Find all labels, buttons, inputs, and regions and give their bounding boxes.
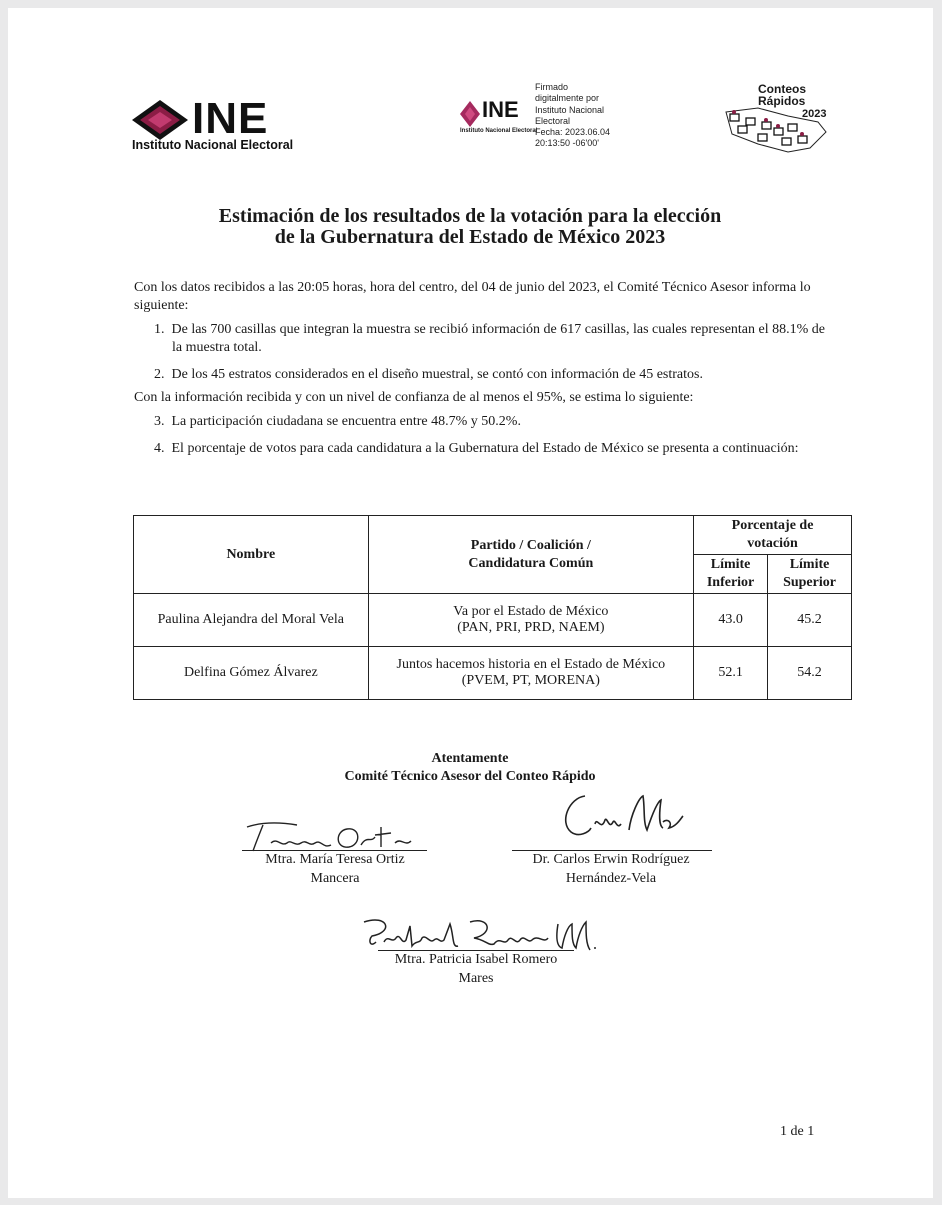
ine-diamond-icon: [132, 100, 188, 140]
ine-small-diamond-icon: [460, 101, 480, 127]
stamp-line: Instituto Nacional: [535, 104, 605, 115]
small-logo-text: INE: [482, 97, 519, 122]
party-line: (PAN, PRI, PRD, NAEM): [457, 620, 605, 635]
header-nombre: Nombre: [134, 516, 369, 594]
list-item: 3. La participación ciudadana se encuentra entre 48.7% y 50.2%.: [154, 414, 521, 429]
small-logo-subtitle: Instituto Nacional Electoral: [460, 128, 538, 134]
signatory-name: Mtra. María Teresa Ortiz: [265, 852, 405, 867]
signatory-name: Dr. Carlos Erwin Rodríguez: [532, 852, 690, 867]
upper-limit: 54.2: [768, 647, 852, 700]
conteos-rapidos-logo: [718, 82, 838, 162]
signatory-romero: [376, 950, 576, 988]
ine-logo-subtitle: Instituto Nacional Electoral: [132, 138, 294, 152]
lower-limit: 52.1: [694, 647, 768, 700]
stamp-line: Firmado: [535, 82, 569, 92]
header-limite-superior: [768, 555, 852, 594]
ine-logo-text: INE: [192, 94, 269, 143]
header-limite-line: Límite: [789, 557, 830, 572]
party-line: Juntos hacemos historia en el Estado de México: [396, 657, 666, 672]
header-partido-line: Candidatura Común: [468, 555, 594, 571]
signatory-ortiz: [240, 850, 430, 888]
signature-rodriguez-handwriting: [555, 788, 685, 848]
lower-limit: 43.0: [694, 594, 768, 647]
conteos-year: 2023: [802, 108, 827, 120]
document-title: [150, 206, 790, 248]
results-table: [133, 515, 852, 700]
signature-ortiz-handwriting: [235, 815, 425, 855]
upper-limit: 45.2: [768, 594, 852, 647]
conteos-title: Conteos: [758, 82, 806, 96]
closing-salutation: Atentamente: [431, 751, 509, 766]
list-item: 1. De las 700 casillas que integran la muestra se recibió información de 617 casillas, las cuales representan el 88.1% de la muestra total.: [154, 322, 825, 355]
header-porcentaje: [694, 516, 852, 555]
header-partido: [368, 516, 693, 594]
ine-logo: [132, 94, 312, 156]
header-limite-line: Límite: [710, 557, 751, 572]
title-line-2: de la Gubernatura del Estado de México 2023: [274, 226, 666, 248]
signatory-name: Mtra. Patricia Isabel Romero: [394, 952, 558, 967]
header-partido-line: Partido / Coalición /: [470, 537, 591, 553]
ballot-boxes-icon: [718, 82, 838, 162]
signatory-surname: Mares: [458, 971, 494, 986]
header-limite-line: Inferior: [706, 575, 755, 590]
table-row: [134, 594, 852, 647]
signatory-surname: Hernández-Vela: [565, 871, 657, 886]
closing-committee: Comité Técnico Asesor del Conteo Rápido: [344, 769, 596, 784]
header-limite-inferior: [694, 555, 768, 594]
candidate-name: Delfina Gómez Álvarez: [134, 647, 369, 700]
closing-block: [200, 750, 740, 786]
table-row: [134, 647, 852, 700]
header-porcentaje-line: votación: [747, 536, 798, 551]
stamp-line: Electoral: [535, 115, 571, 126]
confidence-paragraph: Con la información recibida y con un nivel de confianza de al menos el 95%, se estima lo siguiente:: [134, 390, 694, 405]
title-line-1: Estimación de los resultados de la votación para la elección: [218, 205, 722, 227]
page-number: 1 de 1: [780, 1124, 815, 1139]
header-porcentaje-line: Porcentaje de: [731, 518, 814, 533]
header-limite-line: Superior: [783, 575, 836, 590]
stamp-line: digitalmente por: [535, 93, 600, 104]
stamp-line: 20:13:50 -06'00': [535, 138, 599, 149]
candidate-name: Paulina Alejandra del Moral Vela: [134, 594, 369, 647]
candidate-party: [368, 594, 693, 647]
stamp-line: Fecha: 2023.06.04: [535, 127, 611, 138]
list-item: 4. El porcentaje de votos para cada candidatura a la Gubernatura del Estado de México se presenta a continuación:: [154, 441, 799, 456]
candidate-party: [368, 647, 693, 700]
signatory-surname: Mancera: [310, 871, 360, 886]
party-line: (PVEM, PT, MORENA): [461, 673, 600, 688]
list-item: 2. De los 45 estratos considerados en el diseño muestral, se contó con información de 45 estratos.: [154, 367, 703, 382]
digital-signature-stamp: [535, 82, 645, 150]
signatory-rodriguez: [510, 850, 712, 888]
ine-small-logo: [460, 97, 540, 140]
intro-paragraph: Con los datos recibidos a las 20:05 horas, hora del centro, del 04 de junio del 2023, el Comité Técnico Asesor informa lo siguiente:: [134, 280, 811, 313]
rapidos-title: Rápidos: [758, 94, 806, 108]
body-section: [134, 279, 834, 458]
party-line: Va por el Estado de México: [453, 604, 609, 619]
